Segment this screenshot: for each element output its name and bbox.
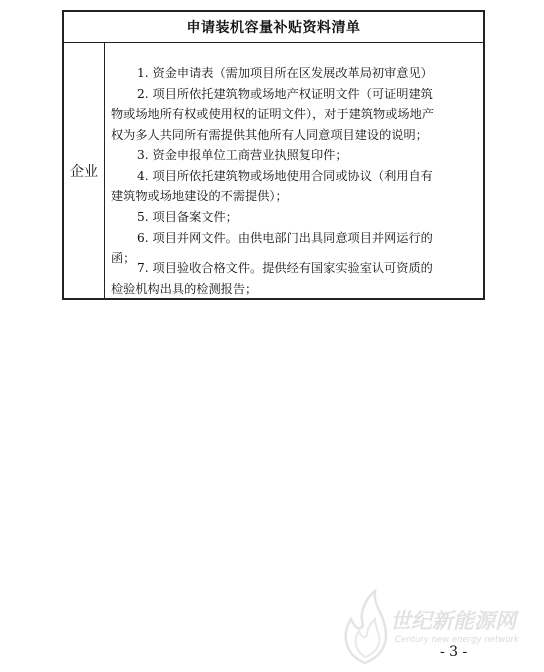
list-item: 1. 资金申请表（需加项目所在区发展改革局初审意见） bbox=[137, 66, 433, 80]
table-title: 申请装机容量补贴资料清单 bbox=[64, 12, 483, 43]
list-item: 3. 资金申报单位工商营业执照复印件； bbox=[137, 148, 348, 162]
flame-logo-icon bbox=[335, 585, 395, 667]
watermark-subtitle: Century new energy network bbox=[395, 635, 519, 645]
subsidy-documents-table bbox=[62, 10, 485, 300]
category-cell: 企业 bbox=[64, 43, 105, 298]
list-item: 2. 项目所依托建筑物或场地产权证明文件（可证明建筑 物或场地所有权或使用权的证明文件），对于建筑物或场地产 权为多人共同所有需提供其他所有人同意项目建设的说明； bbox=[111, 86, 434, 142]
page-number: - 3 - bbox=[440, 644, 468, 660]
table-body-row bbox=[64, 43, 483, 298]
list-item: 5. 项目备案文件； bbox=[137, 210, 238, 224]
list-item: 6. 项目并网文件。由供电部门出具同意项目并网运行的 函； bbox=[111, 230, 433, 265]
site-watermark bbox=[335, 585, 540, 667]
requirements-cell bbox=[105, 43, 483, 298]
watermark-title: 世纪新能源网 bbox=[390, 609, 516, 633]
list-item: 7. 项目验收合格文件。提供经有国家实验室认可资质的 检验机构出具的检测报告； bbox=[111, 261, 433, 296]
list-item: 4. 项目所依托建筑物或场地使用合同或协议（利用自有 建筑物或场地建设的不需提供）； bbox=[111, 168, 433, 203]
